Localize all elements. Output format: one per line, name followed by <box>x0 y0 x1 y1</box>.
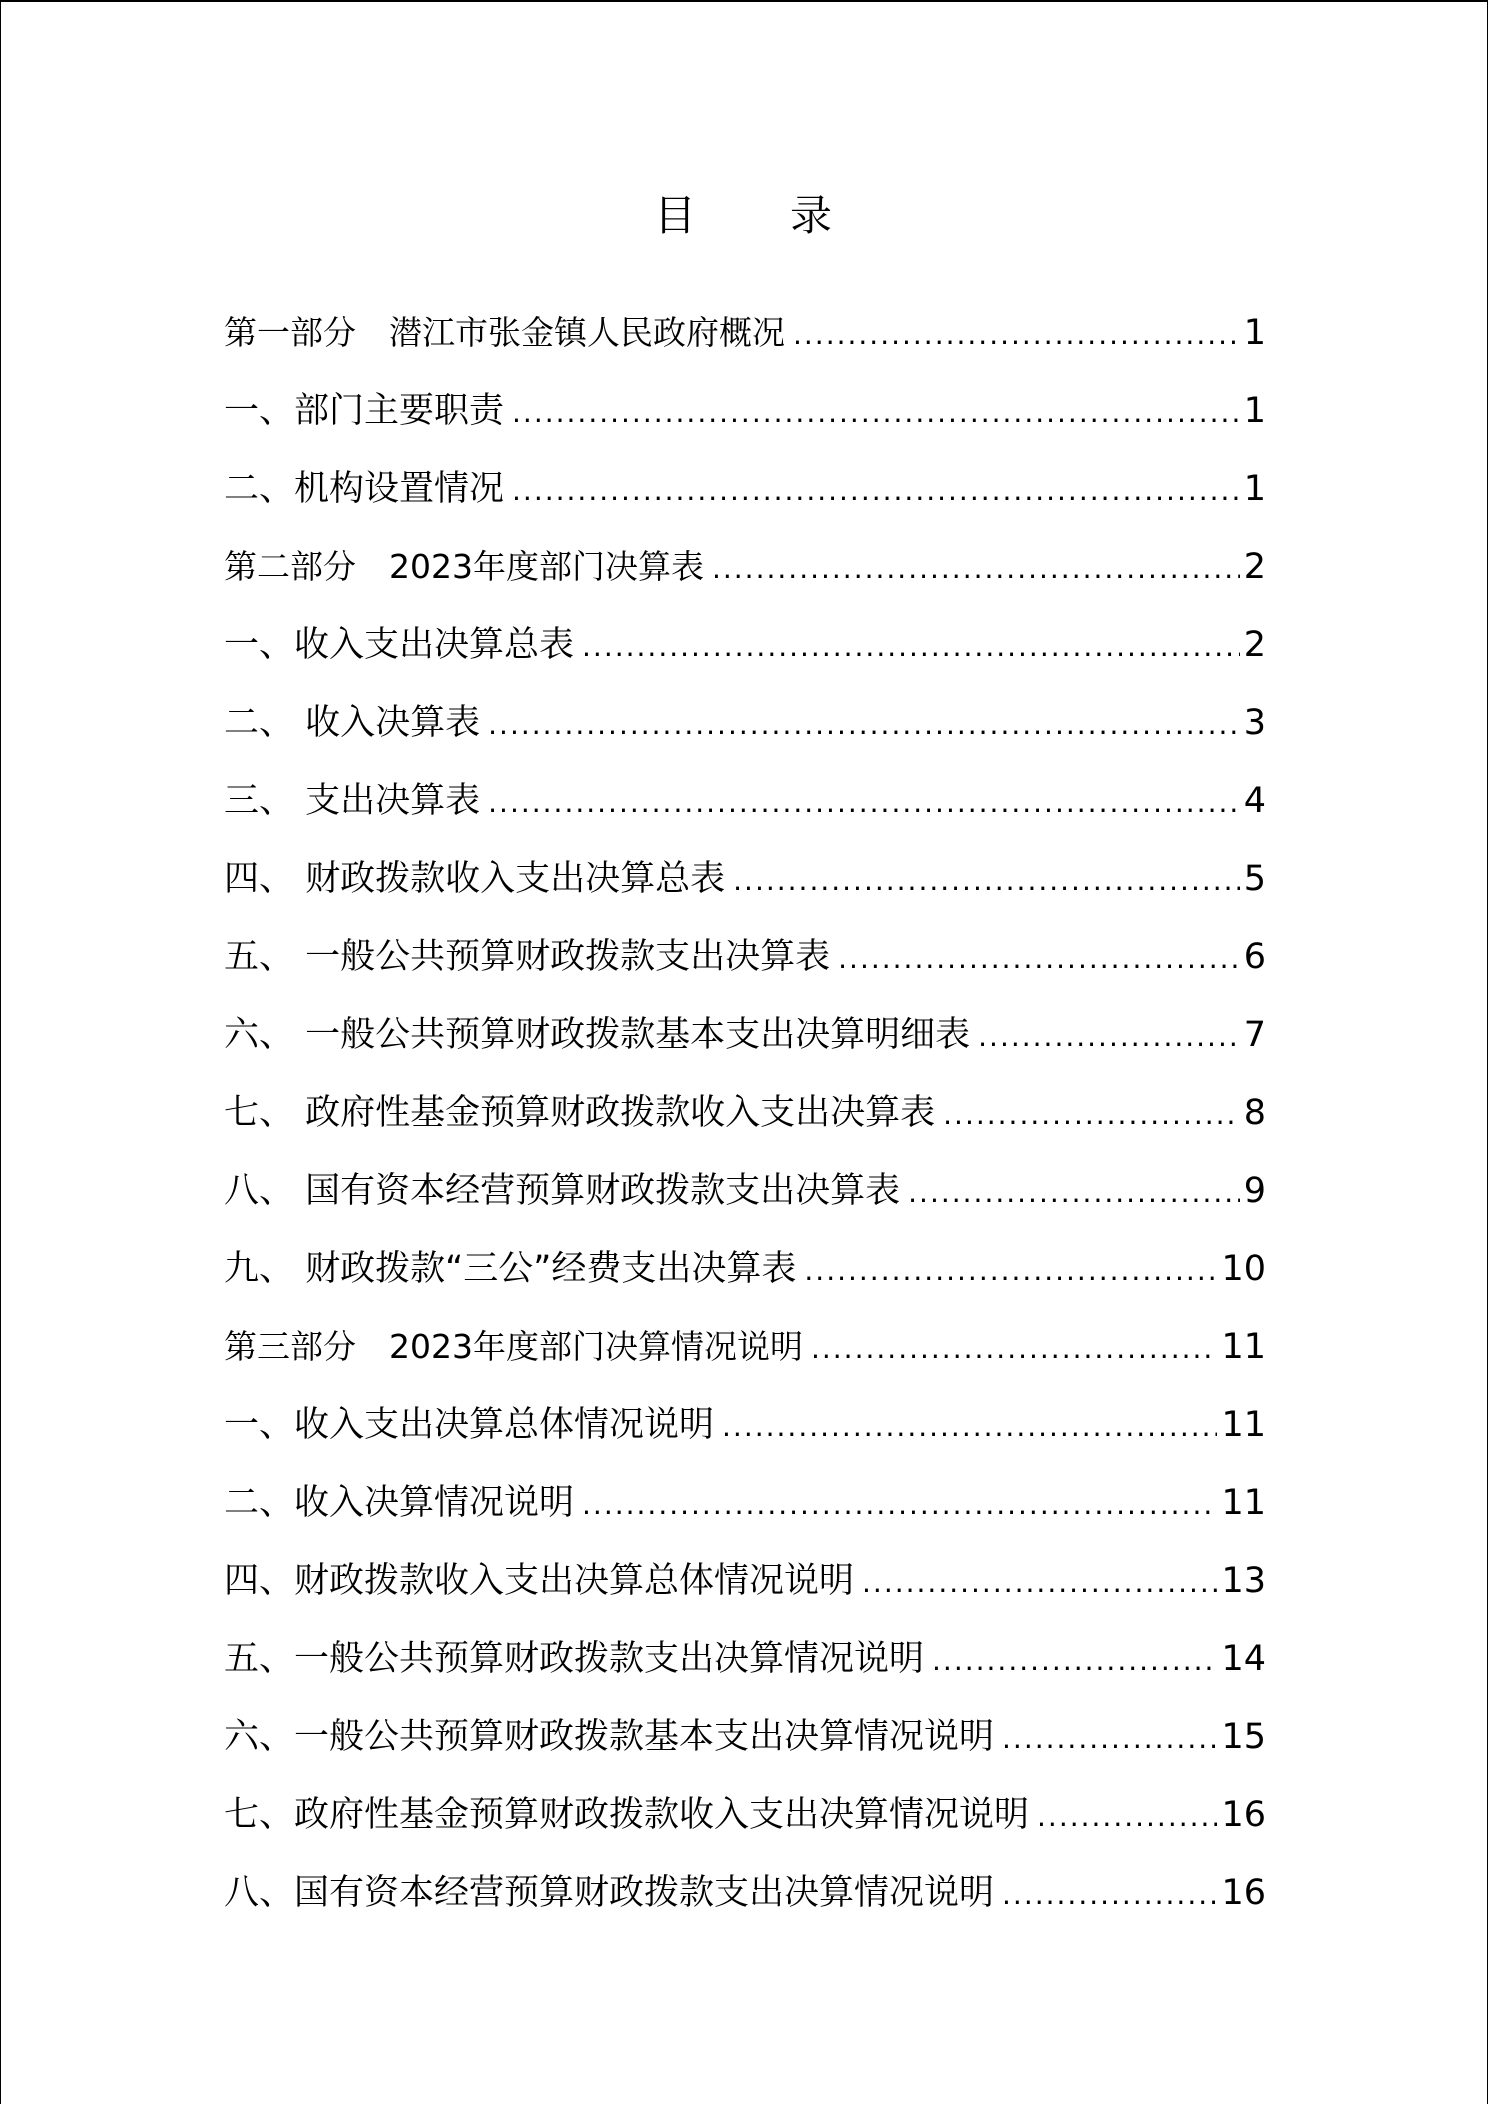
toc-entry-label: 第三部分 2023年度部门决算情况说明 <box>224 1327 803 1366</box>
toc-entry-page: 11 <box>1221 1483 1266 1523</box>
toc-entry[interactable] <box>224 450 1266 528</box>
dot-leader <box>488 764 1240 842</box>
dot-leader <box>943 1076 1240 1154</box>
toc-entry[interactable] <box>224 1542 1266 1620</box>
toc-entry-label: 二、收入决算情况说明 <box>224 1483 575 1523</box>
dot-leader <box>582 1466 1217 1544</box>
dot-leader <box>1002 1700 1217 1778</box>
toc-entry[interactable] <box>224 1152 1266 1230</box>
dot-leader <box>512 374 1240 452</box>
toc-entry-page: 16 <box>1221 1795 1266 1835</box>
dot-leader <box>1002 1856 1217 1934</box>
toc-entry-part-2[interactable] <box>224 528 1266 606</box>
toc-entry-page: 14 <box>1221 1639 1266 1679</box>
toc-entry-label: 九、 财政拨款“三公”经费支出决算表 <box>224 1249 797 1289</box>
toc-entry[interactable] <box>224 1698 1266 1776</box>
toc-entry-label: 一、部门主要职责 <box>224 391 505 431</box>
toc-entry-label: 八、 国有资本经营预算财政拨款支出决算表 <box>224 1171 901 1211</box>
toc-entry-part-1[interactable] <box>224 294 1266 372</box>
dot-leader <box>712 530 1240 608</box>
dot-leader <box>838 920 1240 998</box>
toc-entry-label: 八、国有资本经营预算财政拨款支出决算情况说明 <box>224 1873 995 1913</box>
toc-entry[interactable] <box>224 1776 1266 1854</box>
toc-entry-label: 二、 收入决算表 <box>224 703 481 743</box>
toc-entry-page: 1 <box>1243 313 1266 353</box>
toc-entry-page: 4 <box>1243 781 1266 821</box>
toc-title-char-1: 目 <box>653 191 698 240</box>
dot-leader <box>1037 1778 1217 1856</box>
toc-entry[interactable] <box>224 684 1266 762</box>
toc-entry[interactable] <box>224 372 1266 450</box>
toc-entry-page: 10 <box>1221 1249 1266 1289</box>
toc-entry-label: 四、财政拨款收入支出决算总体情况说明 <box>224 1561 855 1601</box>
toc-entry-page: 11 <box>1221 1327 1266 1367</box>
toc-entry-page: 11 <box>1221 1405 1266 1445</box>
toc-entry-page: 2 <box>1243 547 1266 587</box>
toc-entry-page: 1 <box>1243 391 1266 431</box>
toc-entry-label: 一、收入支出决算总表 <box>224 625 575 665</box>
dot-leader <box>488 686 1240 764</box>
toc-entry-page: 7 <box>1243 1015 1266 1055</box>
dot-leader <box>932 1622 1217 1700</box>
toc-entry-page: 8 <box>1243 1093 1266 1133</box>
toc-entry-label: 五、 一般公共预算财政拨款支出决算表 <box>224 937 831 977</box>
toc-entry-label: 第二部分 2023年度部门决算表 <box>224 547 704 586</box>
toc-entry-label: 七、政府性基金预算财政拨款收入支出决算情况说明 <box>224 1795 1030 1835</box>
toc-entry[interactable] <box>224 996 1266 1074</box>
toc-entry[interactable] <box>224 606 1266 684</box>
dot-leader <box>793 296 1240 374</box>
dot-leader <box>804 1232 1217 1310</box>
toc-entry-label: 三、 支出决算表 <box>224 781 481 821</box>
toc-entry-label: 二、机构设置情况 <box>224 469 505 509</box>
toc-entry[interactable] <box>224 918 1266 996</box>
toc-entry[interactable] <box>224 1386 1266 1464</box>
toc-entry-part-3[interactable] <box>224 1308 1266 1386</box>
toc-entry-label: 第一部分 潜江市张金镇人民政府概况 <box>224 313 785 352</box>
toc-entry-page: 5 <box>1243 859 1266 899</box>
dot-leader <box>722 1388 1217 1466</box>
toc-entry[interactable] <box>224 1620 1266 1698</box>
toc-entry[interactable] <box>224 840 1266 918</box>
toc-title <box>0 180 1488 252</box>
toc-title-char-2: 录 <box>790 191 835 240</box>
toc-entry-page: 2 <box>1243 625 1266 665</box>
dot-leader <box>978 998 1240 1076</box>
toc-entry[interactable] <box>224 1854 1266 1932</box>
toc-entry[interactable] <box>224 1230 1266 1308</box>
toc-entry-page: 3 <box>1243 703 1266 743</box>
dot-leader <box>512 452 1240 530</box>
toc-entry-page: 1 <box>1243 469 1266 509</box>
toc-entry-label: 七、 政府性基金预算财政拨款收入支出决算表 <box>224 1093 936 1133</box>
toc-list <box>224 294 1266 1932</box>
toc-entry-label: 四、 财政拨款收入支出决算总表 <box>224 859 726 899</box>
toc-entry[interactable] <box>224 1074 1266 1152</box>
dot-leader <box>811 1310 1217 1388</box>
dot-leader <box>862 1544 1217 1622</box>
dot-leader <box>908 1154 1240 1232</box>
toc-entry-page: 13 <box>1221 1561 1266 1601</box>
toc-entry-page: 15 <box>1221 1717 1266 1757</box>
toc-entry[interactable] <box>224 1464 1266 1542</box>
dot-leader <box>582 608 1240 686</box>
toc-entry-page: 6 <box>1243 937 1266 977</box>
toc-entry-page: 16 <box>1221 1873 1266 1913</box>
dot-leader <box>733 842 1240 920</box>
toc-entry[interactable] <box>224 762 1266 840</box>
toc-entry-label: 一、收入支出决算总体情况说明 <box>224 1405 715 1445</box>
toc-entry-page: 9 <box>1243 1171 1266 1211</box>
toc-entry-label: 六、一般公共预算财政拨款基本支出决算情况说明 <box>224 1717 995 1757</box>
toc-entry-label: 五、一般公共预算财政拨款支出决算情况说明 <box>224 1639 925 1679</box>
toc-entry-label: 六、 一般公共预算财政拨款基本支出决算明细表 <box>224 1015 971 1055</box>
